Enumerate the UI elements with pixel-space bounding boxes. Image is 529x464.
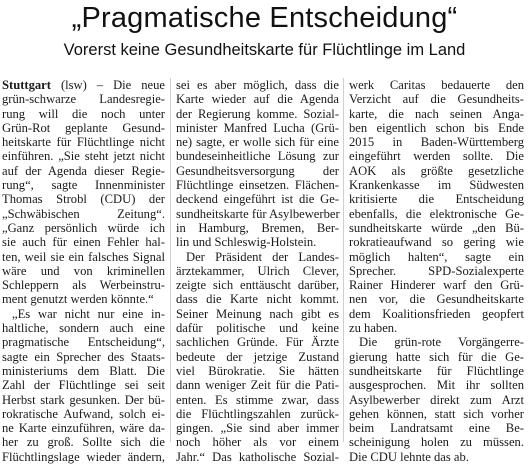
text-line: sie auch für einen Fehler hal- xyxy=(2,235,165,250)
text-line: haltliche, sondern auch eine xyxy=(2,321,165,336)
text-line: Schleppern als Werbeinstru- xyxy=(2,278,165,293)
text-line: gehen können, statt sich vorher xyxy=(349,406,524,421)
text-line: viel Bürokratie. Sie hätten xyxy=(176,363,339,378)
text-line: Flüchtlingslage wieder ändern, xyxy=(2,449,165,464)
text-line: bundeseinheitliche Lösung zur xyxy=(176,149,339,164)
text-line: Asylbewerber direkt zum Arzt xyxy=(349,392,524,407)
text-line: grün-schwarze Landesregie- xyxy=(2,92,165,107)
text-line: gierung hatte sich für die Ge- xyxy=(349,349,524,364)
text-line: 2015 in Baden-Württemberg xyxy=(349,135,524,150)
text-line: rokratieaufwand so gering wie xyxy=(349,235,524,250)
text-line: deckend eingeführt ist die Ge- xyxy=(176,192,339,207)
column-divider xyxy=(343,78,344,442)
text-line: eingeführt werden sollte. Die xyxy=(349,149,524,164)
article-column-1 xyxy=(2,78,165,464)
text-line: einführen. „Sie steht jetzt nicht xyxy=(2,149,165,164)
text-line: AOK als größte gesetzliche xyxy=(349,163,524,178)
text-line: zeigte sich enttäuscht darüber, xyxy=(176,278,339,293)
text-line: nen vor, die Gesundheitskarte xyxy=(349,292,524,307)
text-line: rung will die noch unter xyxy=(2,106,165,121)
text-line: ten, weil sie ein falsches Signal xyxy=(2,249,165,264)
text-line: Flüchtlinge einsetzen. Flächen- xyxy=(176,178,339,193)
text-line: „Ganz persönlich würde ich xyxy=(2,220,165,235)
text-line: Herbst stark gesunken. Der bü- xyxy=(2,392,165,407)
text-line: kritisierte die Entscheidung xyxy=(349,192,524,207)
text-line: sachlichen Gründe. Für Ärzte xyxy=(176,335,339,350)
article-subheadline: Vorerst keine Gesundheitskarte für Flüchtlinge im Land xyxy=(63,41,466,59)
text-line xyxy=(2,78,165,92)
text-line: Thomas Strobl (CDU) der xyxy=(2,192,165,207)
text-line: scheinigung holen zu müssen. xyxy=(349,435,524,450)
text-line: sundheitskarte würde „den Bü- xyxy=(349,220,524,235)
text-line: rokratische Aufwand, solch ei- xyxy=(2,406,165,421)
text-line: der Regierung komme. Sozial- xyxy=(176,106,339,121)
text-line: sagte ein Sprecher des Staats- xyxy=(2,349,165,364)
text-line: Verzicht auf die Gesundheits- xyxy=(349,92,524,107)
text-line: Krankenkasse im Südwesten xyxy=(349,178,524,193)
text-line: Jahr.“ Das katholische Sozial- xyxy=(176,449,339,464)
text-line: Die CDU lehnte das ab. xyxy=(349,449,469,464)
text-line: dafür politische und keine xyxy=(176,321,339,336)
text-line: ben eigentlich schon bis Ende xyxy=(349,120,524,135)
text-line: Der Präsident der Landes- xyxy=(186,249,339,264)
text-line: ministeriums dem Blatt. Die xyxy=(2,363,165,378)
text-line: sundheitskarte für Flüchtlinge xyxy=(349,363,524,378)
text-line-content: (lsw) – Die neue xyxy=(50,78,165,92)
text-line: ausgesprochen. Mit ihr sollten xyxy=(349,378,524,393)
text-line: in Hamburg, Bremen, Ber- xyxy=(176,220,339,235)
text-line: dann weniger Zeit für die Pati- xyxy=(176,378,339,393)
article-headline: „Pragmatische Entscheidung“ xyxy=(71,2,458,34)
text-line: gingen. „Sie sind aber immer xyxy=(176,421,339,436)
text-line: ärztekammer, Ulrich Clever, xyxy=(176,263,339,278)
text-line: pragmatische Entscheidung“, xyxy=(2,335,165,350)
text-line: Grün-Rot geplante Gesund- xyxy=(2,120,165,135)
text-line: sundheitskarte für Asylbewerber xyxy=(176,206,340,221)
text-line: enten. Es stimme zwar, dass xyxy=(176,392,339,407)
text-line: Karte wieder auf die Agenda xyxy=(176,92,339,107)
text-line: beim Landratsamt eine Be- xyxy=(349,421,524,436)
text-line: sei es aber möglich, dass die xyxy=(176,78,339,92)
text-line: möglich halten“, sagte ein xyxy=(349,249,524,264)
text-line: lin und Schleswig-Holstein. xyxy=(176,235,317,250)
text-line: rung“, sagte Innenminister xyxy=(2,178,165,193)
text-line: ment genutzt werden könnte.“ xyxy=(2,292,154,307)
text-line: Zahl der Flüchtlinge sei seit xyxy=(2,378,165,393)
text-line: karte, die nach seinen Anga- xyxy=(349,106,524,121)
text-line: ne) sagte, er wolle sich für eine xyxy=(176,135,339,150)
text-line: noch höher als vor einem xyxy=(176,435,339,450)
text-line: heitskarte für Flüchtlinge nicht xyxy=(2,135,165,150)
text-line: Gesundheitsversorgung der xyxy=(176,163,339,178)
text-line: die Flüchtlingszahlen zurück- xyxy=(176,406,339,421)
text-line: auf der Agenda dieser Regie- xyxy=(2,163,165,178)
text-line: „Schwäbischen Zeitung“. xyxy=(2,206,165,221)
text-line: her zu groß. Sollte sich die xyxy=(2,435,165,450)
text-line: wäre und von kriminellen xyxy=(2,263,165,278)
text-line: Sprecher. SPD-Sozialexperte xyxy=(349,263,524,278)
text-line: dem Koalitionsfrieden geopfert xyxy=(349,306,524,321)
text-line: bedeute der jetzige Zustand xyxy=(176,349,339,364)
text-line: werk Caritas bedauerte den xyxy=(349,78,524,92)
text-line: „Es war nicht nur eine in- xyxy=(12,306,165,321)
article-column-2 xyxy=(176,78,339,464)
text-line: Seiner Meinung nach gibt es xyxy=(176,306,339,321)
text-line: zu haben. xyxy=(349,321,398,336)
text-line: Die grün-rote Vorgängerre- xyxy=(359,335,524,350)
text-line: ebenfalls, die elektronische Ge- xyxy=(349,206,524,221)
text-line: minister Manfred Lucha (Grü- xyxy=(176,120,339,135)
article-dateline: Stuttgart xyxy=(2,78,51,92)
text-line: ne Karte einzuführen, wäre da- xyxy=(2,421,165,436)
column-divider xyxy=(170,78,171,442)
text-line: Rainer Hinderer warf den Grü- xyxy=(349,278,524,293)
text-line: dass die Karte nicht kommt. xyxy=(176,292,339,307)
article-column-3 xyxy=(349,78,524,464)
